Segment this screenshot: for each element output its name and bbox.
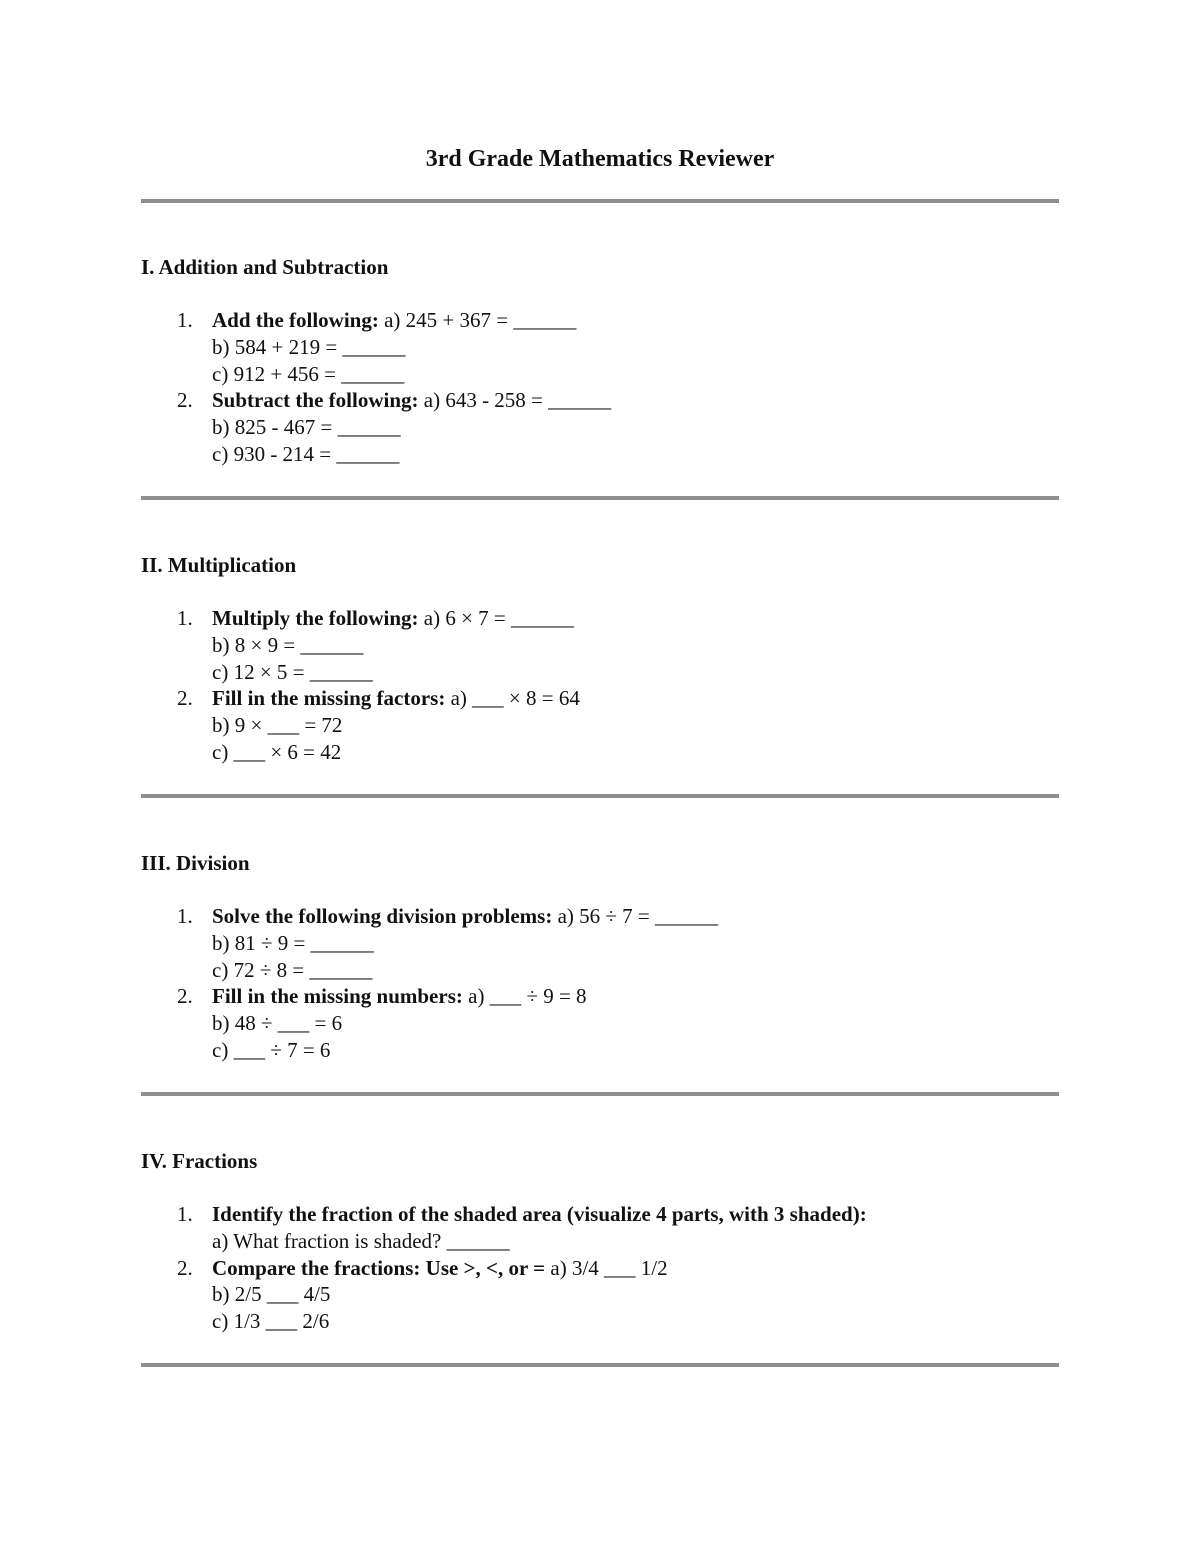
problem-part-a: a) 245 + 367 = ______ [378,308,577,332]
problem-part-c: c) 930 - 214 = ______ [212,441,400,466]
section-heading: I. Addition and Subtraction [141,255,389,279]
problem-item [141,307,1059,387]
divider [141,1363,1059,1367]
problem-part-c: c) ___ × 6 = 42 [212,739,342,764]
problem-label: Compare the fractions: Use >, <, or = [212,1255,546,1280]
problem-part-a: a) 643 - 258 = ______ [418,388,612,413]
problem-item [141,685,1059,765]
divider [141,199,1059,203]
problem-part-b: b) 8 × 9 = ______ [212,632,364,657]
problem-part-a: a) 56 ÷ 7 = ______ [552,904,719,928]
section-heading: II. Multiplication [141,553,297,577]
problem-part-c: c) 72 ÷ 8 = ______ [212,957,373,982]
problem-list [141,605,1059,766]
problem-item [141,1201,1059,1255]
divider [141,1092,1059,1096]
divider [141,794,1059,798]
problem-part-a: a) ___ ÷ 9 = 8 [462,984,587,1009]
problem-item [141,1255,1059,1335]
problem-part-b: b) 2/5 ___ 4/5 [212,1282,331,1307]
problem-first-line [212,685,1059,712]
section-heading: IV. Fractions [141,1149,258,1173]
problem-part-a: a) 3/4 ___ 1/2 [545,1255,668,1280]
problem-part-c: c) 1/3 ___ 2/6 [212,1309,330,1334]
problem-number: 2. [177,1255,193,1280]
problem-number: 1. [177,308,193,332]
problem-part-b: b) 825 - 467 = ______ [212,415,401,440]
section-heading: III. Division [141,851,250,875]
problem-part-b: b) 9 × ___ = 72 [212,713,343,738]
problem-item [141,903,1059,983]
problem-number: 2. [177,388,193,413]
problem-first-line [212,1201,1059,1228]
section-division [141,850,1059,1064]
problem-first-line [212,307,1059,334]
problem-item [141,387,1059,467]
problem-part-c: c) ___ ÷ 7 = 6 [212,1037,331,1062]
problem-first-line [212,605,1059,632]
problem-part-c: c) 12 × 5 = ______ [212,659,373,684]
problem-label: Subtract the following: [212,388,419,413]
section-multiplication [141,552,1059,766]
problem-label: Multiply the following: [212,606,419,630]
problem-label: Add the following: [212,308,379,332]
problem-label: Fill in the missing factors: [212,686,446,711]
problem-list [141,1201,1059,1335]
problem-part-b: b) 48 ÷ ___ = 6 [212,1011,343,1036]
problem-label: Fill in the missing numbers: [212,984,463,1009]
problem-list [141,307,1059,468]
problem-item [141,605,1059,685]
problem-part-b: b) 584 + 219 = ______ [212,334,406,359]
problem-label: Solve the following division problems: [212,904,553,928]
problem-number: 2. [177,686,193,711]
problem-number: 2. [177,984,193,1009]
problem-number: 1. [177,1202,193,1226]
problem-first-line [212,387,1059,414]
section-fractions [141,1148,1059,1335]
problem-number: 1. [177,904,193,928]
problem-part-a: a) What fraction is shaded? ______ [212,1228,510,1253]
problem-part-a: a) 6 × 7 = ______ [418,606,575,630]
problem-part-b: b) 81 ÷ 9 = ______ [212,930,374,955]
problem-first-line [212,1255,1059,1282]
page-title: 3rd Grade Mathematics Reviewer [425,146,775,172]
divider [141,496,1059,500]
problem-first-line [212,983,1059,1010]
problem-item [141,983,1059,1063]
problem-first-line [212,903,1059,930]
problem-part-c: c) 912 + 456 = ______ [212,361,405,386]
problem-list [141,903,1059,1064]
problem-part-a: a) ___ × 8 = 64 [445,686,580,711]
problem-label: Identify the fraction of the shaded area (visualize 4 parts, with 3 shaded): [212,1202,867,1226]
section-addition-subtraction [141,254,1059,468]
problem-number: 1. [177,606,193,630]
